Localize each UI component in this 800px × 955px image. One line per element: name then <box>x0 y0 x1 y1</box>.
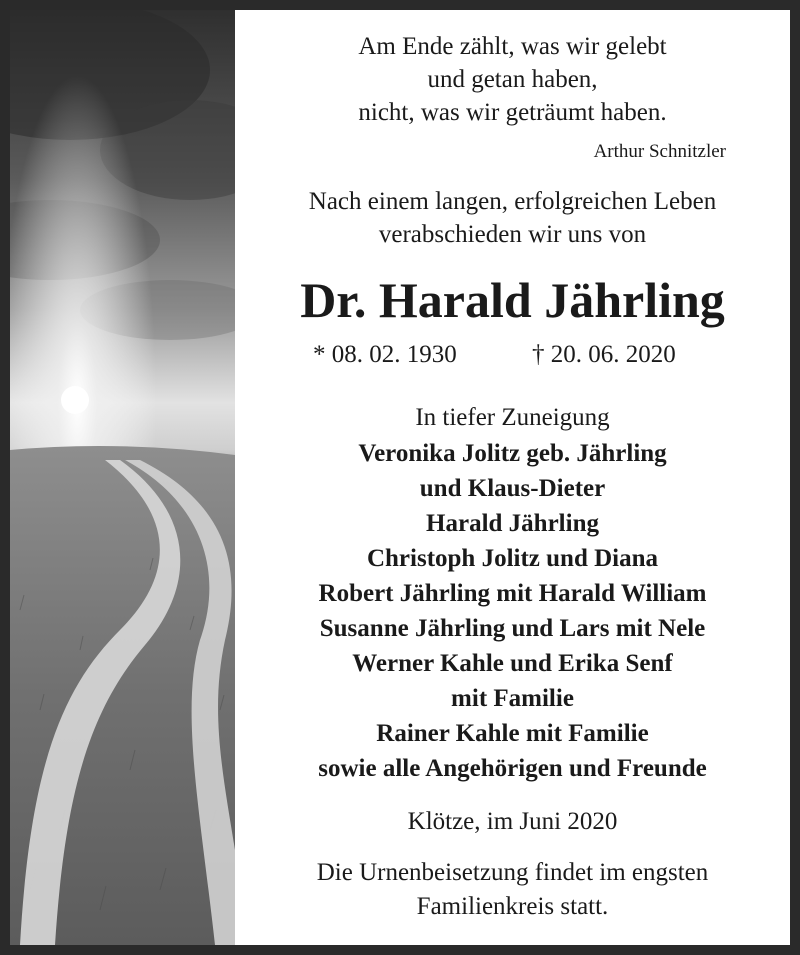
deceased-name: Dr. Harald Jährling <box>300 272 725 328</box>
mourner-line: Rainer Kahle mit Familie <box>376 720 649 747</box>
mourners-heading: In tiefer Zuneigung <box>415 404 610 431</box>
quote-author: Arthur Schnitzler <box>593 141 726 162</box>
landscape-path-photo <box>10 10 235 945</box>
mourner-line: mit Familie <box>451 685 574 712</box>
intro-line: verabschieden wir uns von <box>378 221 647 248</box>
quote-line: Am Ende zählt, was wir gelebt <box>358 33 667 60</box>
mourner-line: Robert Jährling mit Harald William <box>318 580 707 607</box>
closing-line: Die Urnenbeisetzung findet im engsten <box>316 859 709 886</box>
quote-line: und getan haben, <box>427 66 598 93</box>
mourner-line: Susanne Jährling und Lars mit Nele <box>319 615 706 642</box>
notice-text-column <box>235 10 790 945</box>
mourner-line: Christoph Jolitz und Diana <box>366 545 659 572</box>
path-to-sun-image <box>10 10 235 945</box>
place-date: Klötze, im Juni 2020 <box>407 808 618 835</box>
quote-line: nicht, was wir geträumt haben. <box>358 99 667 126</box>
death-date: † 20. 06. 2020 <box>532 341 676 368</box>
mourner-line: Werner Kahle und Erika Senf <box>352 650 673 677</box>
mourner-line: und Klaus-Dieter <box>419 475 606 502</box>
birth-date: * 08. 02. 1930 <box>313 341 457 368</box>
mourner-line: Harald Jährling <box>426 510 599 537</box>
intro-line: Nach einem langen, erfolgreichen Leben <box>308 188 717 215</box>
closing-line: Familienkreis statt. <box>416 893 609 920</box>
mourner-line: Veronika Jolitz geb. Jährling <box>358 440 667 467</box>
mourner-line: sowie alle Angehörigen und Freunde <box>318 755 707 782</box>
